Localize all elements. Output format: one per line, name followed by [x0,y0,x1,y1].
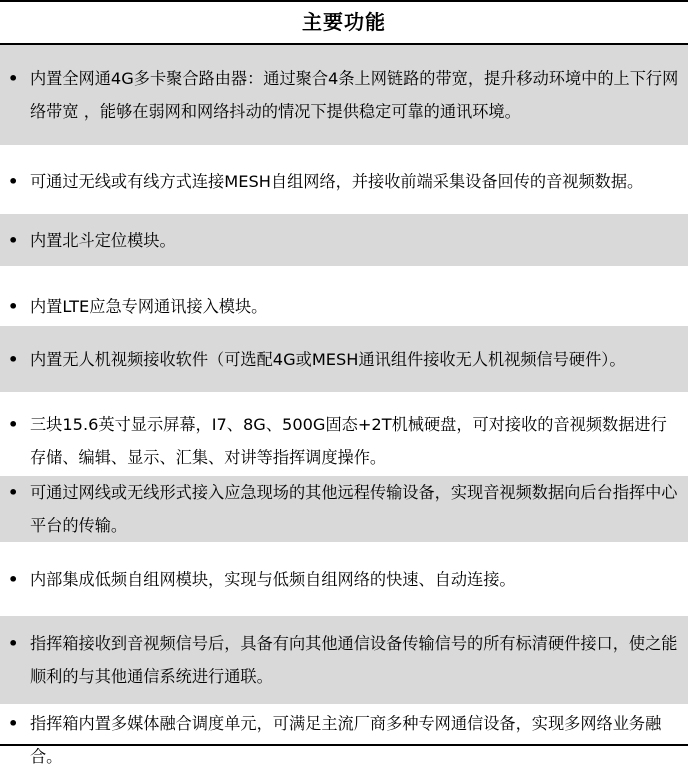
bullet-icon: • [8,569,19,589]
feature-text-5: • 内置无人机视频接收软件（可选配4G或MESH通讯组件接收无人机视频信号硬件）。 [30,343,680,376]
feature-text-8: • 内部集成低频自组网模块，实现与低频自组网络的快速、自动连接。 [30,563,680,596]
bullet-icon: • [8,230,19,250]
list-item [0,392,688,476]
list-item [0,616,688,704]
bullet-icon: • [8,171,19,191]
feature-text-10: • 指挥箱内置多媒体融合调度单元，可满足主流厂商多种专网通信设备，实现多网络业务融合。 [30,707,680,773]
list-item [0,707,688,773]
feature-text-3: • 内置北斗定位模块。 [30,224,680,257]
bullet-icon: • [8,69,19,88]
list-item [0,476,688,542]
feature-text-9: • 指挥箱接收到音视频信号后，具备有向其他通信设备传输信号的所有标清硬件接口，使之能顺利的与其他通信系统进行通联。 [30,627,680,693]
feature-text-7: • 可通过网线或无线形式接入应急现场的其他远程传输设备，实现音视频数据向后台指挥中心平台的传输。 [30,476,680,542]
table-title: 主要功能 [0,2,688,45]
feature-text-4: • 内置LTE应急专网通讯接入模块。 [30,290,680,323]
list-item [0,214,688,266]
bullet-icon: • [8,415,19,434]
bullet-icon: • [8,483,19,502]
list-item [0,326,688,392]
list-item [0,542,688,616]
feature-text-1: • 内置全网通4G多卡聚合路由器：通过聚合4条上网链路的带宽，提升移动环境中的上下行网络带宽 ，能够在弱网和网络抖动的情况下提供稳定可靠的通讯环境。 [30,62,680,128]
bullet-icon: • [8,297,19,316]
feature-text-6: • 三块15.6英寸显示屏幕，I7、8G、500G固态+2T机械硬盘，可对接收的音视频数据进行存储、编辑、显示、汇集、对讲等指挥调度操作。 [30,408,680,474]
bullet-icon: • [8,634,19,653]
bullet-icon: • [8,349,19,369]
feature-text-2: • 可通过无线或有线方式连接MESH自组网络，并接收前端采集设备回传的音视频数据。 [30,165,680,198]
list-item [0,148,688,214]
list-item [0,266,688,326]
list-item [0,45,688,145]
bullet-icon: • [8,714,19,733]
